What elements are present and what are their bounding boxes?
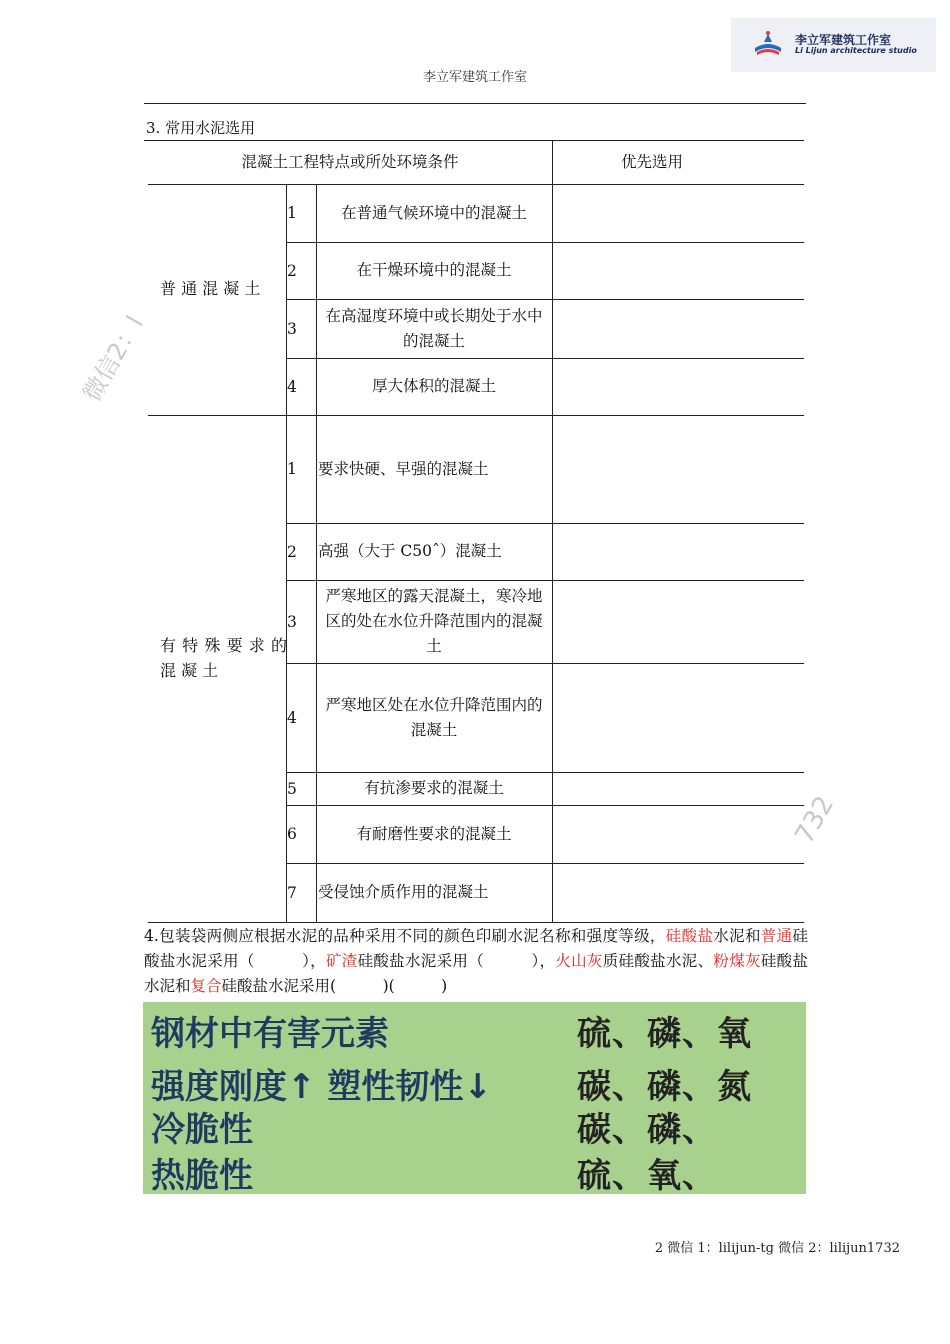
panel-right-text: 硫、磷、氧 (577, 1014, 752, 1054)
row-number: 4 (287, 708, 297, 727)
logo-name-cn: 李立军建筑工作室 (795, 33, 892, 47)
row-number: 3 (287, 319, 297, 338)
highlight-run: 火山灰 (555, 952, 603, 970)
row-condition: 有耐磨性要求的混凝土 (356, 824, 512, 843)
section-title: 3. 常用水泥选用 (146, 119, 256, 137)
row-number: 1 (287, 204, 297, 222)
text-run: 质硅酸盐水泥、 (602, 952, 714, 970)
text-run: 硅酸盐水泥采用( )( ) (221, 977, 448, 995)
text-run: 硅酸盐水泥采用（ ）， (144, 927, 808, 970)
watermark-right: 732 (789, 791, 841, 849)
row-condition: 在高湿度环境中或长期处于水中的混凝土 (325, 306, 543, 350)
row-number: 3 (287, 612, 297, 631)
highlight-run: 矿渣 (325, 952, 358, 970)
row-number: 2 (287, 261, 297, 280)
panel-right-text: 硫、氧、 (577, 1156, 717, 1196)
row-condition: 高强（大于 C50ˆ）混凝土 (318, 542, 502, 560)
row-number: 4 (287, 377, 297, 396)
panel-right-text: 碳、磷、 (577, 1110, 717, 1150)
category-special-concrete: 有 特 殊 要 求 的 混 凝 土 (160, 636, 287, 680)
row-number: 6 (287, 825, 297, 843)
panel-left-text: 钢材中有害元素 (151, 1014, 389, 1054)
text-run: 硅酸盐水泥采用（ ）， (357, 952, 556, 970)
panel-left-text: 热脆性 (151, 1156, 253, 1196)
table-header-choice: 优先选用 (620, 152, 683, 171)
row-condition: 在普通气候环境中的混凝土 (340, 203, 527, 222)
category-ordinary-concrete: 普 通 混 凝 土 (160, 279, 261, 298)
row-number: 1 (287, 460, 297, 478)
highlight-run: 复合 (190, 977, 222, 995)
highlight-run: 粉煤灰 (713, 952, 761, 970)
steel-harmful-elements-panel (143, 1002, 806, 1194)
panel-left-text: 冷脆性 (151, 1110, 253, 1150)
row-condition: 严寒地区处在水位升降范围内的混凝土 (325, 695, 543, 739)
table-bottom-rule (148, 922, 804, 923)
row-condition: 厚大体积的混凝土 (371, 377, 496, 395)
row-condition: 要求快硬、早强的混凝土 (318, 459, 489, 478)
row-condition: 严寒地区的露天混凝土，寒冷地区的处在水位升降范围内的混凝土 (325, 587, 543, 655)
row-condition: 有抗渗要求的混凝土 (364, 779, 504, 797)
table-header-condition: 混凝土工程特点或所处环境条件 (241, 152, 459, 171)
row-condition: 在干燥环境中的混凝土 (356, 261, 512, 279)
highlight-run: 普通 (760, 927, 793, 945)
studio-logo (731, 18, 936, 72)
header-divider (144, 103, 806, 104)
row-number: 7 (287, 883, 297, 902)
packaging-color-question (144, 924, 808, 999)
row-number: 5 (287, 779, 297, 798)
highlight-run: 硅酸盐 (665, 927, 714, 945)
book-logo-icon (751, 28, 785, 62)
panel-left-text: 强度刚度↑ 塑性韧性↓ (151, 1067, 492, 1107)
page-footer: 2 微信 1：lilijun-tg 微信 2：lilijun1732 (654, 1241, 900, 1256)
logo-name-en: Li Lijun architecture studio (795, 46, 917, 56)
text-run: 4.包装袋两侧应根据水泥的品种采用不同的颜色印刷水泥名称和强度等级， (144, 927, 666, 945)
row-condition: 受侵蚀介质作用的混凝土 (318, 883, 489, 901)
watermark-left: 微信2：l (77, 311, 149, 407)
panel-right-text: 碳、磷、氮 (577, 1067, 752, 1107)
text-run: 水泥和 (713, 927, 761, 945)
page-header-title: 李立军建筑工作室 (422, 70, 527, 85)
row-number: 2 (287, 542, 297, 561)
text-run: 硅酸盐水泥和 (144, 952, 808, 995)
